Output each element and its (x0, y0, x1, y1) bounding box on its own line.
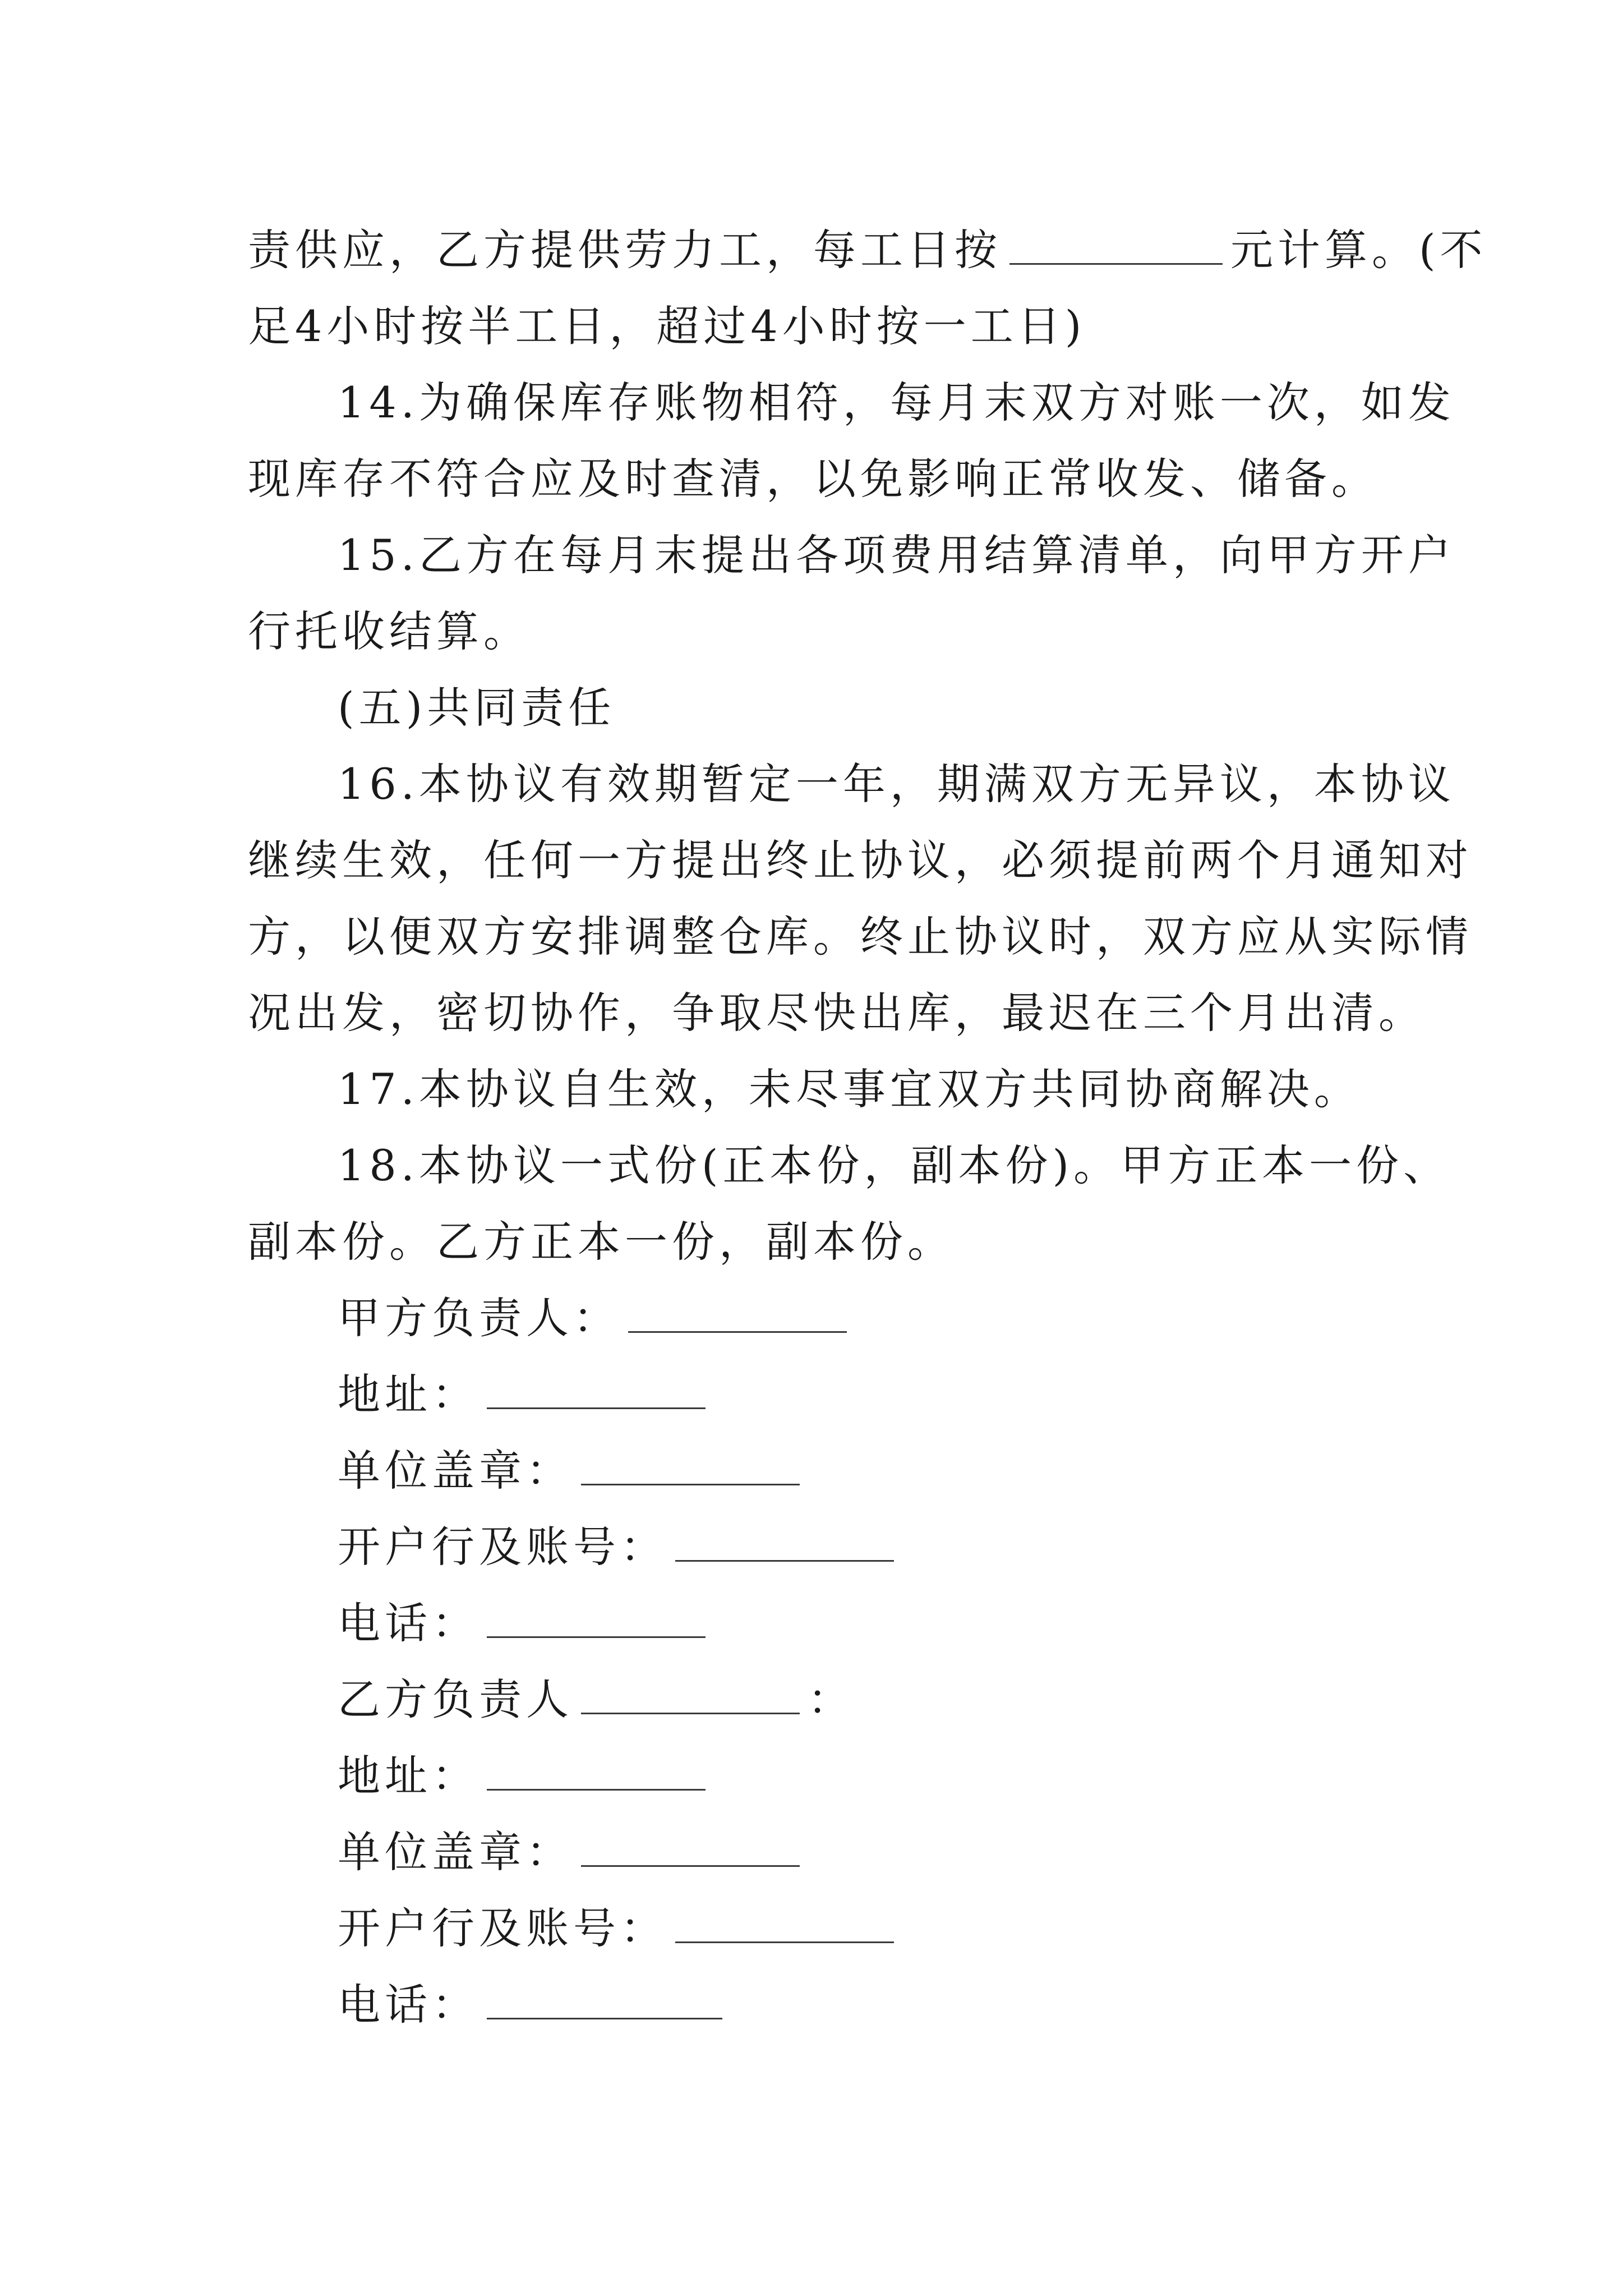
party-b-representative-blank (581, 1668, 800, 1714)
clause-14-line-1: 14.为确保库存账物相符，每月末双方对账一次，如发 (338, 378, 1455, 427)
party-b-representative-label: 乙方负责人 (338, 1674, 573, 1724)
party-b-representative-row: 乙方负责人 ： (248, 1662, 1378, 1738)
clause-16-line-2: 继续生效，任何一方提出终止协议，必须提前两个月通知对 (248, 835, 1473, 885)
daily-wage-blank (1009, 218, 1223, 265)
party-b-phone-blank (487, 1973, 722, 2019)
party-a-bank-blank (675, 1515, 894, 1562)
party-a-address-label: 地址： (338, 1369, 479, 1419)
party-a-representative-blank (628, 1286, 847, 1333)
clause-15-line-2: 行托收结算。 (248, 606, 531, 656)
clause-15-line-1: 15.乙方在每月末提出各项费用结算清单，向甲方开户 (338, 530, 1455, 580)
party-b-seal-blank (581, 1820, 800, 1867)
clause-16-line-3: 方，以便双方安排调整仓库。终止协议时，双方应从实际情 (248, 912, 1473, 961)
clause-16-line-4: 况出发，密切协作，争取尽快出库，最迟在三个月出清。 (248, 988, 1426, 1038)
clause-14-line-2: 现库存不符合应及时查清，以免影响正常收发、储备。 (248, 454, 1378, 504)
party-a-seal-label: 单位盖章： (338, 1446, 573, 1496)
party-b-bank-blank (675, 1897, 894, 1943)
party-b-seal-label: 单位盖章： (338, 1827, 573, 1877)
clause-16-line-1: 16.本协议有效期暂定一年，期满双方无异议，本协议 (338, 759, 1455, 809)
party-b-address-blank (487, 1744, 706, 1791)
party-a-phone-row (248, 1585, 1378, 1662)
agreement-body (248, 212, 1487, 2043)
party-a-bank-label: 开户行及账号： (338, 1522, 667, 1572)
party-b-phone-row (248, 1967, 1378, 2043)
party-b-seal-row (248, 1814, 1378, 1890)
party-a-seal-blank (581, 1439, 800, 1485)
clause-18-line-1: 18.本协议一式份(正本份，副本份)。甲方正本一份、 (338, 1140, 1451, 1190)
party-b-bank-label: 开户行及账号： (338, 1903, 667, 1953)
party-a-representative-row (248, 1280, 1378, 1356)
party-a-bank-row (248, 1509, 1378, 1585)
party-a-address-row (248, 1356, 1378, 1433)
section-heading-joint-responsibility: (五)共同责任 (338, 683, 616, 733)
clause-13-line-1: 责供应，乙方提供劳力工，每工日按 元计算。(不 (248, 212, 1378, 288)
party-b-address-label: 地址： (338, 1751, 479, 1801)
party-b-bank-row (248, 1890, 1378, 1967)
clause-13-line-2: 足4小时按半工日，超过4小时按一工日) (248, 301, 1086, 351)
party-b-address-row (248, 1738, 1378, 1814)
party-a-phone-blank (487, 1591, 706, 1638)
clause-18-line-2: 副本份。乙方正本一份，副本份。 (248, 1217, 955, 1267)
clause-17: 17.本协议自生效，未尽事宜双方共同协商解决。 (338, 1064, 1361, 1114)
party-a-phone-label: 电话： (338, 1598, 479, 1648)
party-b-phone-label: 电话： (338, 1980, 479, 2030)
party-a-seal-row (248, 1433, 1378, 1509)
party-a-representative-label: 甲方负责人： (338, 1293, 620, 1343)
party-a-address-blank (487, 1363, 706, 1409)
